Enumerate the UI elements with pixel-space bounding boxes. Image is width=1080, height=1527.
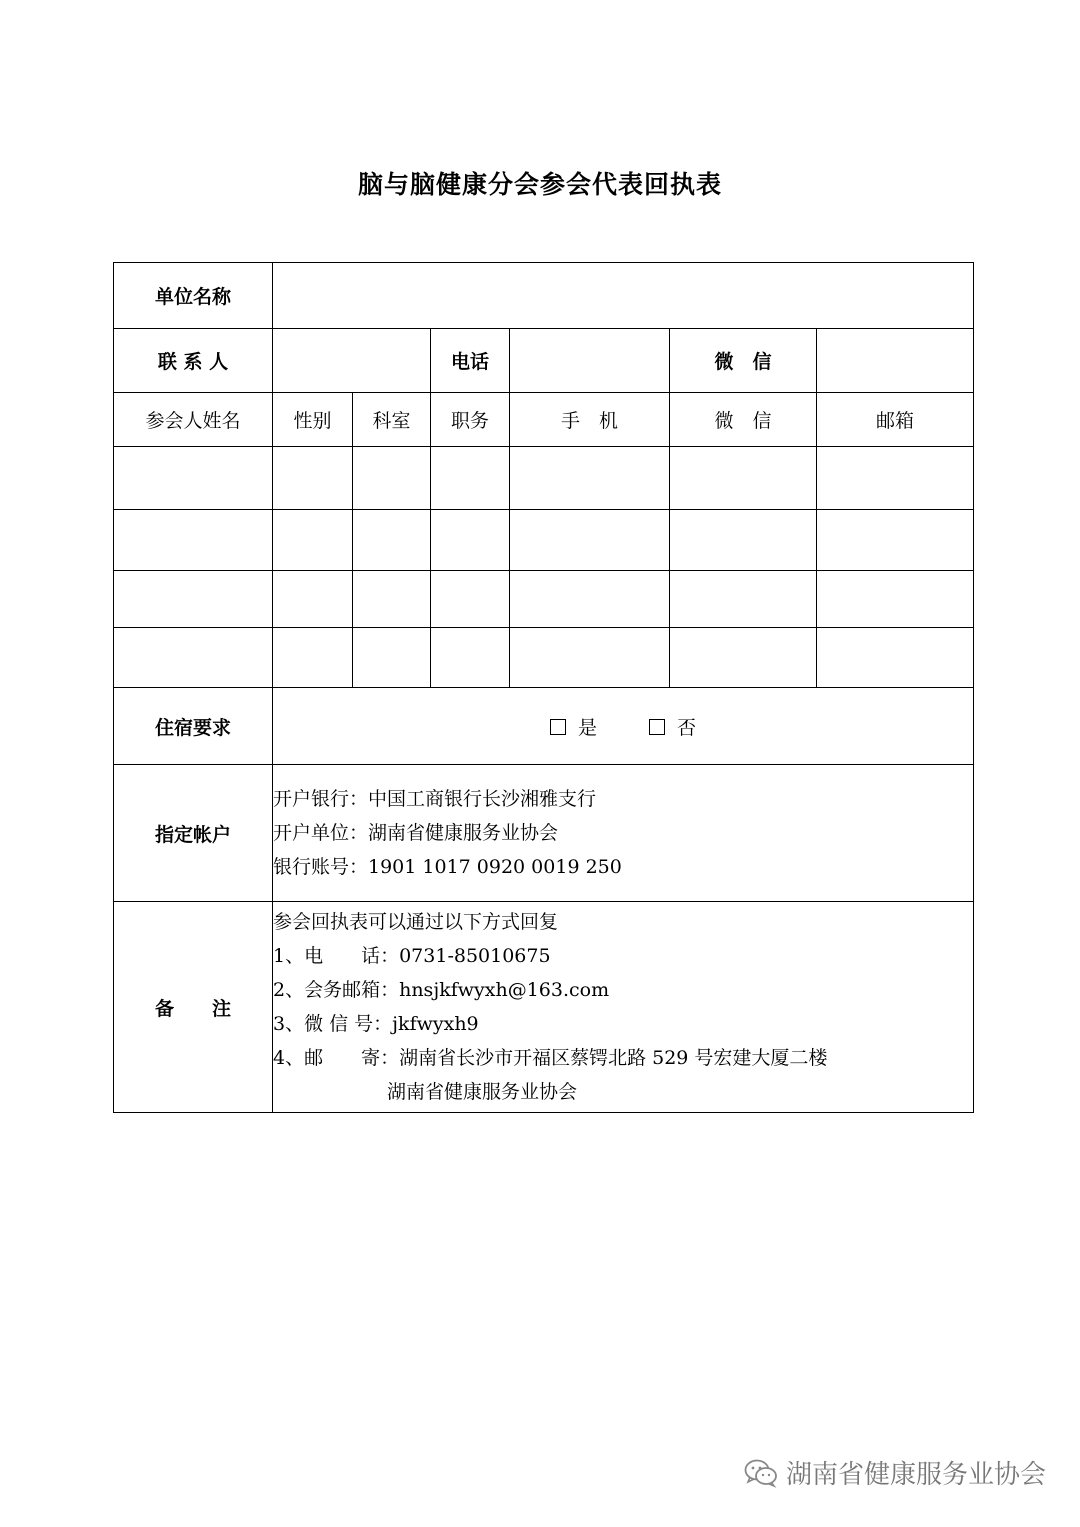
- account-holder-line: 开户单位：湖南省健康服务业协会: [273, 822, 559, 844]
- col-header-email: 邮箱: [817, 393, 974, 447]
- attendee-cell[interactable]: [817, 510, 974, 571]
- remarks-label: 备 注: [114, 902, 273, 1113]
- form-title: 脑与脑健康分会参会代表回执表: [357, 170, 722, 199]
- row-unit-name: [114, 263, 974, 329]
- contact-field[interactable]: [273, 329, 431, 393]
- lodging-options: [273, 688, 974, 765]
- remark-mail-recipient-line: 湖南省健康服务业协会: [273, 1081, 578, 1103]
- attendee-cell[interactable]: [817, 447, 974, 510]
- attendee-row: [114, 628, 974, 688]
- contact-label: 联 系 人: [114, 329, 273, 393]
- attendee-cell[interactable]: [273, 571, 353, 628]
- remark-mail-line: 4、邮 寄：湖南省长沙市开福区蔡锷北路 529 号宏建大厦二楼: [273, 1047, 828, 1069]
- attendee-cell[interactable]: [510, 571, 670, 628]
- wechat-icon: [744, 1458, 778, 1488]
- watermark-text: 湖南省健康服务业协会: [785, 1460, 1046, 1490]
- col-header-name: 参会人姓名: [114, 393, 273, 447]
- remark-intro-line: 参会回执表可以通过以下方式回复: [273, 911, 559, 933]
- col-header-mobile: 手 机: [510, 393, 670, 447]
- attendee-cell[interactable]: [431, 510, 510, 571]
- attendee-cell[interactable]: [670, 571, 817, 628]
- attendee-row: [114, 510, 974, 571]
- attendee-cell[interactable]: [273, 447, 353, 510]
- attendee-cell[interactable]: [670, 447, 817, 510]
- account-details: [273, 765, 974, 902]
- row-account: [114, 765, 974, 902]
- attendee-cell[interactable]: [114, 628, 273, 688]
- wechat-field[interactable]: [817, 329, 974, 393]
- row-remarks: [114, 902, 974, 1113]
- attendee-cell[interactable]: [510, 628, 670, 688]
- attendee-row: [114, 447, 974, 510]
- account-number-line: 银行账号：1901 1017 0920 0019 250: [273, 856, 622, 878]
- col-header-position: 职务: [431, 393, 510, 447]
- checkbox-no[interactable]: [649, 719, 665, 735]
- attendee-cell[interactable]: [114, 447, 273, 510]
- remark-phone-line: 1、电 话：0731-85010675: [273, 945, 551, 967]
- attendee-cell[interactable]: [114, 510, 273, 571]
- row-contact: [114, 329, 974, 393]
- unit-name-field[interactable]: [273, 263, 974, 329]
- attendee-cell[interactable]: [353, 571, 431, 628]
- lodging-no-label: 否: [677, 716, 697, 739]
- attendee-cell[interactable]: [353, 447, 431, 510]
- unit-name-label: 单位名称: [114, 263, 273, 329]
- phone-label: 电话: [431, 329, 510, 393]
- attendee-cell[interactable]: [353, 628, 431, 688]
- attendee-cell[interactable]: [353, 510, 431, 571]
- lodging-option-no[interactable]: [649, 713, 696, 740]
- attendee-cell[interactable]: [510, 510, 670, 571]
- attendee-row: [114, 571, 974, 628]
- wechat-label: 微 信: [670, 329, 817, 393]
- phone-field[interactable]: [510, 329, 670, 393]
- remark-wechat-line: 3、微 信 号：jkfwyxh9: [273, 1013, 479, 1035]
- lodging-label: 住宿要求: [114, 688, 273, 765]
- attendee-cell[interactable]: [670, 628, 817, 688]
- attendee-cell[interactable]: [817, 571, 974, 628]
- attendee-cell[interactable]: [670, 510, 817, 571]
- lodging-yes-label: 是: [578, 716, 598, 739]
- attendee-cell[interactable]: [431, 447, 510, 510]
- receipt-form-table: [113, 262, 974, 1113]
- remark-email-line: 2、会务邮箱：hnsjkfwyxh@163.com: [273, 979, 610, 1001]
- remarks-details: [273, 902, 974, 1113]
- lodging-option-yes[interactable]: [550, 713, 597, 740]
- col-header-gender: 性别: [273, 393, 353, 447]
- watermark: [744, 1454, 1046, 1491]
- checkbox-yes[interactable]: [550, 719, 566, 735]
- attendee-cell[interactable]: [431, 628, 510, 688]
- attendee-cell[interactable]: [431, 571, 510, 628]
- attendee-cell[interactable]: [114, 571, 273, 628]
- col-header-wechat: 微 信: [670, 393, 817, 447]
- attendee-cell[interactable]: [510, 447, 670, 510]
- account-label: 指定帐户: [114, 765, 273, 902]
- row-lodging: [114, 688, 974, 765]
- attendee-cell[interactable]: [273, 510, 353, 571]
- column-header-row: [114, 393, 974, 447]
- attendee-cell[interactable]: [817, 628, 974, 688]
- attendee-cell[interactable]: [273, 628, 353, 688]
- account-bank-line: 开户银行：中国工商银行长沙湘雅支行: [273, 788, 597, 810]
- col-header-department: 科室: [353, 393, 431, 447]
